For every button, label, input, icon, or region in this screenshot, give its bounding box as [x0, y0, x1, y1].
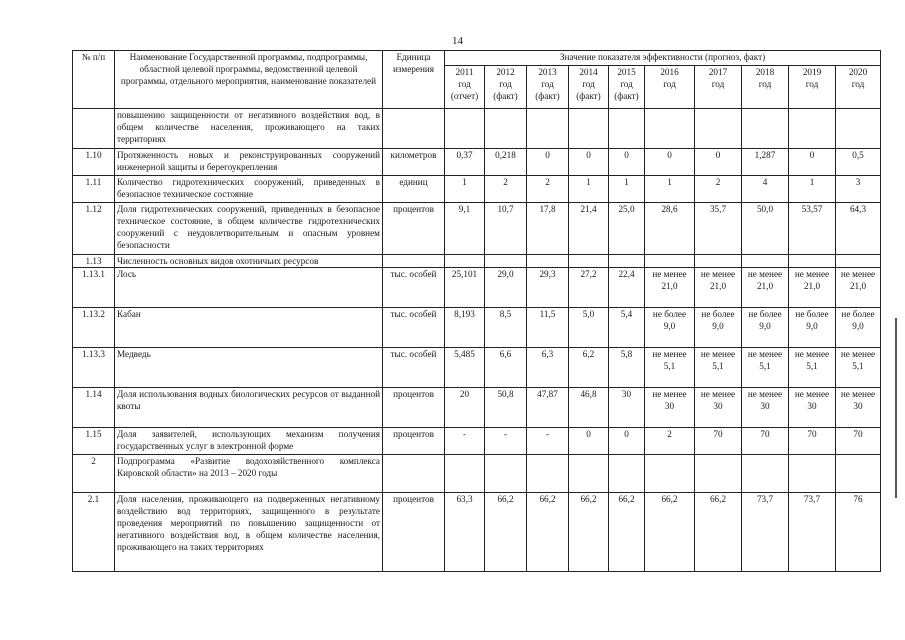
- header-year-line: 2020: [848, 67, 868, 77]
- row-num: 1.14: [73, 388, 115, 428]
- row-value-2020: 64,3: [836, 203, 881, 255]
- row-name: повышению защищенности от негативного воздействия вод, в общем количестве населения, проживающего на таких территориях: [115, 109, 383, 149]
- row-value-2017: 0: [695, 149, 742, 176]
- row-value-2020: 0,5: [836, 149, 881, 176]
- row-value-2015: 5,4: [609, 308, 645, 348]
- row-unit: процентов: [383, 203, 445, 255]
- row-value-2012: 10,7: [485, 203, 527, 255]
- row-name: Количество гидротехнических сооружений, приведенных в безопасное техническое состояние: [115, 176, 383, 203]
- table-row: [73, 268, 881, 308]
- row-value-2013: 29,3: [527, 268, 569, 308]
- row-value-2020: 3: [836, 176, 881, 203]
- indicators-table: [72, 50, 881, 572]
- row-name: Протяженность новых и реконструированных сооружений инженерной защиты и берегоукрепления: [115, 149, 383, 176]
- header-year-line: год: [805, 79, 819, 89]
- row-value-2014: [569, 455, 609, 493]
- header-year-line: (факт): [576, 91, 601, 101]
- header-year-line: (отчет): [450, 91, 479, 101]
- row-value-2019: 53,57: [789, 203, 836, 255]
- row-num: 2: [73, 455, 115, 493]
- row-value-2013: 2: [527, 176, 569, 203]
- row-unit: единиц: [383, 176, 445, 203]
- table-row: [73, 348, 881, 388]
- row-value-2014: 6,2: [569, 348, 609, 388]
- row-value-2011: 9,1: [445, 203, 485, 255]
- row-value-2016: не менее 30: [645, 388, 695, 428]
- row-value-2016: 1: [645, 176, 695, 203]
- row-num: 1.15: [73, 428, 115, 455]
- row-value-2020: не менее 30: [836, 388, 881, 428]
- header-year-line: год: [499, 79, 512, 89]
- row-value-2015: 5,8: [609, 348, 645, 388]
- row-unit: процентов: [383, 388, 445, 428]
- row-value-2017: [695, 109, 742, 149]
- row-value-2011: -: [445, 428, 485, 455]
- row-unit: процентов: [383, 428, 445, 455]
- header-year-line: год: [758, 79, 772, 89]
- row-value-2014: [569, 109, 609, 149]
- header-year-line: год: [582, 79, 595, 89]
- table-row: [73, 455, 881, 493]
- header-year-2014: [569, 66, 609, 109]
- page-number: 14: [452, 35, 463, 47]
- row-value-2015: 0: [609, 428, 645, 455]
- table-row: [73, 255, 881, 268]
- row-value-2013: 0: [527, 149, 569, 176]
- header-year-2016: [645, 66, 695, 109]
- row-value-2014: 66,2: [569, 493, 609, 572]
- row-value-2013: [527, 109, 569, 149]
- row-value-2015: [609, 255, 645, 268]
- row-value-2014: 0: [569, 149, 609, 176]
- row-value-2017: не менее 30: [695, 388, 742, 428]
- row-value-2018: 73,7: [742, 493, 789, 572]
- row-name: Численность основных видов охотничьих ресурсов: [115, 255, 383, 268]
- row-unit: [383, 255, 445, 268]
- table-row: [73, 428, 881, 455]
- row-unit: процентов: [383, 493, 445, 572]
- row-value-2020: не менее 5,1: [836, 348, 881, 388]
- row-value-2017: [695, 255, 742, 268]
- row-value-2011: [445, 455, 485, 493]
- header-year-line: 2017: [708, 67, 728, 77]
- row-value-2011: 8,193: [445, 308, 485, 348]
- row-value-2018: [742, 109, 789, 149]
- row-value-2013: 6,3: [527, 348, 569, 388]
- row-value-2018: не менее 30: [742, 388, 789, 428]
- row-value-2016: [645, 255, 695, 268]
- row-value-2018: [742, 255, 789, 268]
- header-year-line: 2018: [755, 67, 775, 77]
- row-value-2018: 4: [742, 176, 789, 203]
- row-value-2013: 66,2: [527, 493, 569, 572]
- row-value-2011: 5,485: [445, 348, 485, 388]
- row-value-2015: 66,2: [609, 493, 645, 572]
- row-unit: тыс. особей: [383, 348, 445, 388]
- row-value-2017: 35,7: [695, 203, 742, 255]
- row-num: 1.13.3: [73, 348, 115, 388]
- header-year-line: год: [541, 79, 554, 89]
- row-value-2013: 17,8: [527, 203, 569, 255]
- scan-edge-mark: [895, 318, 897, 498]
- row-value-2014: 0: [569, 428, 609, 455]
- row-value-2019: [789, 255, 836, 268]
- row-value-2012: 29,0: [485, 268, 527, 308]
- header-year-2015: [609, 66, 645, 109]
- row-name: Кабан: [115, 308, 383, 348]
- row-num: 2.1: [73, 493, 115, 572]
- header-value-group: Значение показателя эффективности (прогноз, факт): [445, 51, 881, 66]
- row-num: 1.11: [73, 176, 115, 203]
- row-value-2011: 1: [445, 176, 485, 203]
- row-name: Медведь: [115, 348, 383, 388]
- row-value-2015: 30: [609, 388, 645, 428]
- header-year-2011: [445, 66, 485, 109]
- row-value-2013: 11,5: [527, 308, 569, 348]
- header-year-line: год: [458, 79, 471, 89]
- header-year-2018: [742, 66, 789, 109]
- row-num: 1.13.1: [73, 268, 115, 308]
- row-value-2011: 20: [445, 388, 485, 428]
- table-header: [73, 51, 881, 109]
- row-value-2017: 66,2: [695, 493, 742, 572]
- row-value-2016: 0: [645, 149, 695, 176]
- row-value-2020: [836, 109, 881, 149]
- row-value-2018: 70: [742, 428, 789, 455]
- row-value-2020: не менее 21,0: [836, 268, 881, 308]
- header-year-line: (факт): [535, 91, 560, 101]
- row-name: Доля населения, проживающего на подверженных негативному воздействию вод территориях, защищенного в результате проведения мероприятий по повышению защищенности от негативного воздействия вод, в общем количестве населения, проживающего на таких территориях: [115, 493, 383, 572]
- row-value-2018: 1,287: [742, 149, 789, 176]
- row-value-2014: 46,8: [569, 388, 609, 428]
- header-year-line: (факт): [614, 91, 639, 101]
- row-value-2012: 50,8: [485, 388, 527, 428]
- row-value-2015: [609, 109, 645, 149]
- table-row: [73, 203, 881, 255]
- row-value-2011: [445, 255, 485, 268]
- row-value-2011: 63,3: [445, 493, 485, 572]
- header-year-line: [647, 90, 692, 102]
- row-num: [73, 109, 115, 149]
- row-value-2014: 27,2: [569, 268, 609, 308]
- row-value-2019: [789, 455, 836, 493]
- row-value-2018: [742, 455, 789, 493]
- row-value-2013: -: [527, 428, 569, 455]
- header-year-line: [791, 90, 833, 102]
- row-value-2014: 1: [569, 176, 609, 203]
- row-value-2012: 2: [485, 176, 527, 203]
- row-value-2018: не более 9,0: [742, 308, 789, 348]
- row-value-2012: 0,218: [485, 149, 527, 176]
- row-value-2016: 28,6: [645, 203, 695, 255]
- row-value-2017: не менее 5,1: [695, 348, 742, 388]
- header-year-line: год: [711, 79, 725, 89]
- header-year-line: [838, 90, 878, 102]
- table-row: [73, 493, 881, 572]
- header-name: Наименование Государственной программы, подпрограммы, областной целевой программы, ведомственной целевой программы, отдельного мероприятия, наименование показателей: [115, 51, 383, 109]
- header-year-line: 2015: [617, 67, 636, 77]
- header-year-line: 2019: [802, 67, 822, 77]
- header-year-line: год: [620, 79, 633, 89]
- header-year-line: (факт): [493, 91, 518, 101]
- header-year-line: год: [851, 79, 865, 89]
- row-num: 1.10: [73, 149, 115, 176]
- header-year-line: 2011: [455, 67, 474, 77]
- row-name: Подпрограмма «Развитие водохозяйственного комплекса Кировской области» на 2013 – 2020 годы: [115, 455, 383, 493]
- header-year-2019: [789, 66, 836, 109]
- row-value-2016: не менее 5,1: [645, 348, 695, 388]
- row-value-2020: не более 9,0: [836, 308, 881, 348]
- row-value-2019: 0: [789, 149, 836, 176]
- row-value-2018: 50,0: [742, 203, 789, 255]
- table-row: [73, 109, 881, 149]
- row-num: 1.12: [73, 203, 115, 255]
- row-value-2016: 2: [645, 428, 695, 455]
- row-value-2012: 8,5: [485, 308, 527, 348]
- row-value-2011: 0,37: [445, 149, 485, 176]
- row-value-2013: [527, 455, 569, 493]
- row-value-2020: [836, 255, 881, 268]
- table-row: [73, 149, 881, 176]
- header-year-line: [744, 90, 786, 102]
- row-value-2016: [645, 455, 695, 493]
- row-value-2018: не менее 5,1: [742, 348, 789, 388]
- row-value-2020: [836, 455, 881, 493]
- header-unit: Единица измерения: [383, 51, 445, 109]
- row-value-2016: [645, 109, 695, 149]
- row-value-2019: [789, 109, 836, 149]
- header-year-2020: [836, 66, 881, 109]
- row-value-2017: 70: [695, 428, 742, 455]
- row-value-2017: не более 9,0: [695, 308, 742, 348]
- row-value-2012: -: [485, 428, 527, 455]
- header-year-line: 2013: [538, 67, 557, 77]
- header-year-line: 2012: [496, 67, 515, 77]
- row-value-2019: не менее 30: [789, 388, 836, 428]
- row-value-2017: 2: [695, 176, 742, 203]
- row-name: Доля заявителей, использующих механизм получения государственных услуг в электронной форме: [115, 428, 383, 455]
- row-value-2019: 73,7: [789, 493, 836, 572]
- row-value-2019: не менее 5,1: [789, 348, 836, 388]
- row-num: 1.13.2: [73, 308, 115, 348]
- header-year-line: 2014: [579, 67, 598, 77]
- header-num: № п/п: [73, 51, 115, 109]
- row-unit: тыс. особей: [383, 268, 445, 308]
- row-value-2016: не менее 21,0: [645, 268, 695, 308]
- header-year-line: 2016: [660, 67, 679, 77]
- row-value-2020: 76: [836, 493, 881, 572]
- row-unit: тыс. особей: [383, 308, 445, 348]
- header-year-2012: [485, 66, 527, 109]
- table-row: [73, 308, 881, 348]
- row-value-2019: не более 9,0: [789, 308, 836, 348]
- table-body: [73, 109, 881, 572]
- row-value-2017: [695, 455, 742, 493]
- row-value-2013: [527, 255, 569, 268]
- row-value-2012: 66,2: [485, 493, 527, 572]
- header-year-line: [697, 90, 739, 102]
- header-year-2017: [695, 66, 742, 109]
- header-year-2013: [527, 66, 569, 109]
- row-value-2014: 21,4: [569, 203, 609, 255]
- row-value-2011: 25,101: [445, 268, 485, 308]
- row-value-2011: [445, 109, 485, 149]
- row-value-2019: не менее 21,0: [789, 268, 836, 308]
- row-value-2015: 22,4: [609, 268, 645, 308]
- row-value-2018: не менее 21,0: [742, 268, 789, 308]
- table-row: [73, 176, 881, 203]
- row-unit: [383, 455, 445, 493]
- row-value-2015: [609, 455, 645, 493]
- row-value-2016: 66,2: [645, 493, 695, 572]
- row-value-2015: 1: [609, 176, 645, 203]
- row-value-2014: 5,0: [569, 308, 609, 348]
- row-value-2012: [485, 109, 527, 149]
- row-value-2013: 47,87: [527, 388, 569, 428]
- row-value-2014: [569, 255, 609, 268]
- row-name: Лось: [115, 268, 383, 308]
- row-unit: [383, 109, 445, 149]
- row-value-2019: 1: [789, 176, 836, 203]
- row-value-2019: 70: [789, 428, 836, 455]
- header-row: [73, 51, 881, 66]
- row-num: 1.13: [73, 255, 115, 268]
- row-unit: километров: [383, 149, 445, 176]
- row-value-2016: не более 9,0: [645, 308, 695, 348]
- row-value-2012: [485, 455, 527, 493]
- row-value-2012: 6,6: [485, 348, 527, 388]
- table-row: [73, 388, 881, 428]
- row-value-2020: 70: [836, 428, 881, 455]
- row-value-2015: 25,0: [609, 203, 645, 255]
- row-value-2015: 0: [609, 149, 645, 176]
- header-year-line: год: [663, 79, 676, 89]
- row-name: Доля использования водных биологических ресурсов от выданной квоты: [115, 388, 383, 428]
- row-name: Доля гидротехнических сооружений, приведенных в безопасное техническое состояние, в общем количестве гидротехнических сооружений с неудовлетворительным и опасным уровнем безопасности: [115, 203, 383, 255]
- row-value-2012: [485, 255, 527, 268]
- row-value-2017: не менее 21,0: [695, 268, 742, 308]
